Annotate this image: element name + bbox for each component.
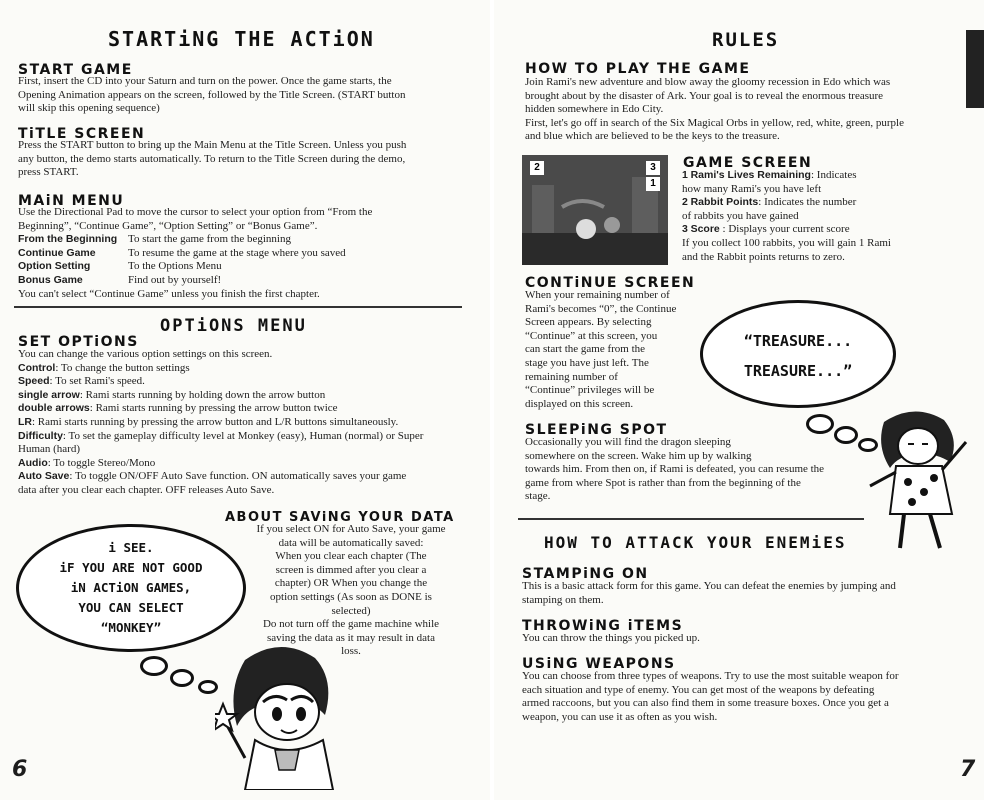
option-lr: LR: Rami starts running by pressing the arrow button and L/R buttons simultaneously. <box>18 415 399 428</box>
about-saving-heading: ABOUT SAViNG YOUR DATA <box>225 510 455 525</box>
continue-screen-heading: CONTiNUE SCREEN <box>525 275 696 291</box>
thought-ring <box>140 656 168 676</box>
game-screen-text: 1 Rami's Lives Remaining: Indicates how many Rami's you have left 2 Rabbit Points: Indicates the number of rabbits you have gained 3 Score : Displays your current score If you collect 100 rabbits, you will gain 1 Rami and the Rabbit points returns to zero. <box>682 169 891 263</box>
page-title-starting-action: STARTiNG THE ACTiON <box>108 27 375 51</box>
how-to-play-text: Join Rami's new adventure and blow away the gloomy recession in Edo which was brought about by the disaster of Ark. Your goal is to reveal the enormous treasure hidden somewhere in Edo City. First, let's go off in search of the Six Magical Orbs in yellow, red, white, green, purple and blue which are believed to be the keys to the treasure. <box>525 76 904 143</box>
main-menu-heading: MAiN MENU <box>18 193 125 209</box>
set-options-text: You can change the various option settings on this screen. Control: To change the button settings Speed: To set Rami's speed. single arrow: Rami starts running by holding down the arrow button double arrows: Rami starts running by pressing the arrow button twice LR: Rami starts running by pressing the arrow button and L/R buttons simultaneously. Difficulty: To set the gameplay difficulty level at Monkey (easy), Human (normal) or Super Human (hard) Audio: To toggle Stereo/Mono Auto Save: To toggle ON/OFF Auto Save function. ON automatically saves your game data after you clear each chapter. OFF releases Auto Save. <box>18 348 480 498</box>
start-game-text: First, insert the CD into your Saturn and turn on the power. Once the game starts, the Opening Animation appears on the screen, followed by the Title Screen. (START button will skip this opening sequence) <box>18 75 406 115</box>
thought-ring <box>170 669 194 687</box>
page-number-right: 7 <box>960 757 976 782</box>
screenshot-label-rabbit: 2 <box>530 161 544 175</box>
weapons-heading: USiNG WEAPONS <box>522 656 676 672</box>
stamping-text: This is a basic attack form for this game. You can defeat the enemies by jumping and stamping on them. <box>522 580 896 606</box>
throwing-text: You can throw the things you picked up. <box>522 632 700 644</box>
options-menu-title: OPTiONS MENU <box>160 316 307 336</box>
divider <box>14 306 462 308</box>
option-double-arrows: double arrows: Rami starts running by pressing the arrow button twice <box>18 402 338 415</box>
option-control: Control: To change the button settings <box>18 361 190 374</box>
screenshot-label-lives: 1 <box>646 177 660 191</box>
game-screen-heading: GAME SCREEN <box>683 155 813 171</box>
option-auto-save: Auto Save: To toggle ON/OFF Auto Save function. ON automatically saves your game <box>18 470 407 483</box>
stamping-heading: STAMPiNG ON <box>522 566 649 582</box>
screenshot-label-score: 3 <box>646 161 660 175</box>
left-page <box>0 0 490 800</box>
divider <box>518 518 864 520</box>
page-tab-marker <box>966 30 984 108</box>
menu-row-option-setting: Option Setting To the Options Menu <box>18 260 222 273</box>
menu-row-from-beginning: From the Beginning To start the game from the beginning <box>18 233 291 246</box>
start-game-heading: START GAME <box>18 62 133 78</box>
continue-screen-text: When your remaining number of Rami's becomes “0”, the Continue Screen appears. By selecting “Continue” at this screen, you can start the game from the stage you have just left. The remaining number of “Continue” privileges will be displayed on this screen. <box>525 289 677 410</box>
weapons-text: You can choose from three types of weapons. Try to use the most suitable weapon for each situation and type of enemy. You can get most of the weapons by defeating armed raccoons, but you can also find them in some treasure boxes. Once you get a weapon, you can use it as often as you wish. <box>522 670 899 723</box>
option-speed: Speed: To set Rami's speed. <box>18 375 145 388</box>
sleeping-spot-text: Occasionally you will find the dragon sleeping somewhere on the screen. Wake him up by walking towards him. From then on, if Rami is defeated, you can resume the game from where Spot is rather than from the beginning of the stage. <box>525 436 825 503</box>
page-title-rules: RULES <box>712 29 780 51</box>
option-auto-save-cont: data after you clear each chapter. OFF releases Auto Save. <box>18 483 275 496</box>
set-options-heading: SET OPTiONS <box>18 334 139 350</box>
thought-ring <box>806 414 834 434</box>
speech-bubble-treasure: “TREASURE... TREASURE...” <box>743 332 853 380</box>
throwing-heading: THROWiNG iTEMS <box>522 618 684 634</box>
page-number-left: 6 <box>12 757 28 782</box>
title-screen-heading: TiTLE SCREEN <box>18 126 146 142</box>
title-screen-text: Press the START button to bring up the Main Menu at the Title Screen. Unless you push any button, the demo starts automatically. To return to the Title Screen during the demo, press START. <box>18 139 407 179</box>
game-screenshot <box>522 155 668 265</box>
attack-section-title: HOW TO ATTACK YOUR ENEMiES <box>544 533 847 552</box>
option-difficulty-cont: Human (hard) <box>18 443 81 456</box>
rami-character-illustration <box>215 640 345 790</box>
main-menu-text: Use the Directional Pad to move the cursor to select your option from “From the Beginning”, “Continue Game”, “Option Setting” or “Bonus Game”. From the Beginning To start the game from the beginning Continue Game To resume the game at the stage where you saved Option Setting To the Options Menu Bonus Game Find out by yourself! You can't select “Continue Game” unless you finish the first chapter. <box>18 206 478 301</box>
how-to-play-heading: HOW TO PLAY THE GAME <box>525 61 751 77</box>
about-saving-text: If you select ON for Auto Save, your game data will be automatically saved: When you clear each chapter (The screen is dimmed after you clear a chapter) OR When you change the option settings (As soon as DONE is selected) Do not turn off the game machine while saving the data as it may result in data loss. <box>256 523 446 658</box>
menu-row-continue-game: Continue Game To resume the game at the stage where you saved <box>18 246 346 259</box>
menu-row-bonus-game: Bonus Game Find out by yourself! <box>18 273 222 286</box>
speech-bubble-text: i SEE. iF YOU ARE NOT GOOD iN ACTiON GAMES, YOU CAN SELECT “MONKEY” <box>59 540 203 635</box>
option-audio: Audio: To toggle Stereo/Mono <box>18 456 156 469</box>
rami-sleeping-character-illustration <box>864 402 970 552</box>
right-page <box>494 0 984 800</box>
option-single-arrow: single arrow: Rami starts running by holding down the arrow button <box>18 388 326 401</box>
option-difficulty: Difficulty: To set the gameplay difficulty level at Monkey (easy), Human (normal) or Super <box>18 429 424 442</box>
sleeping-spot-heading: SLEEPiNG SPOT <box>525 422 668 438</box>
